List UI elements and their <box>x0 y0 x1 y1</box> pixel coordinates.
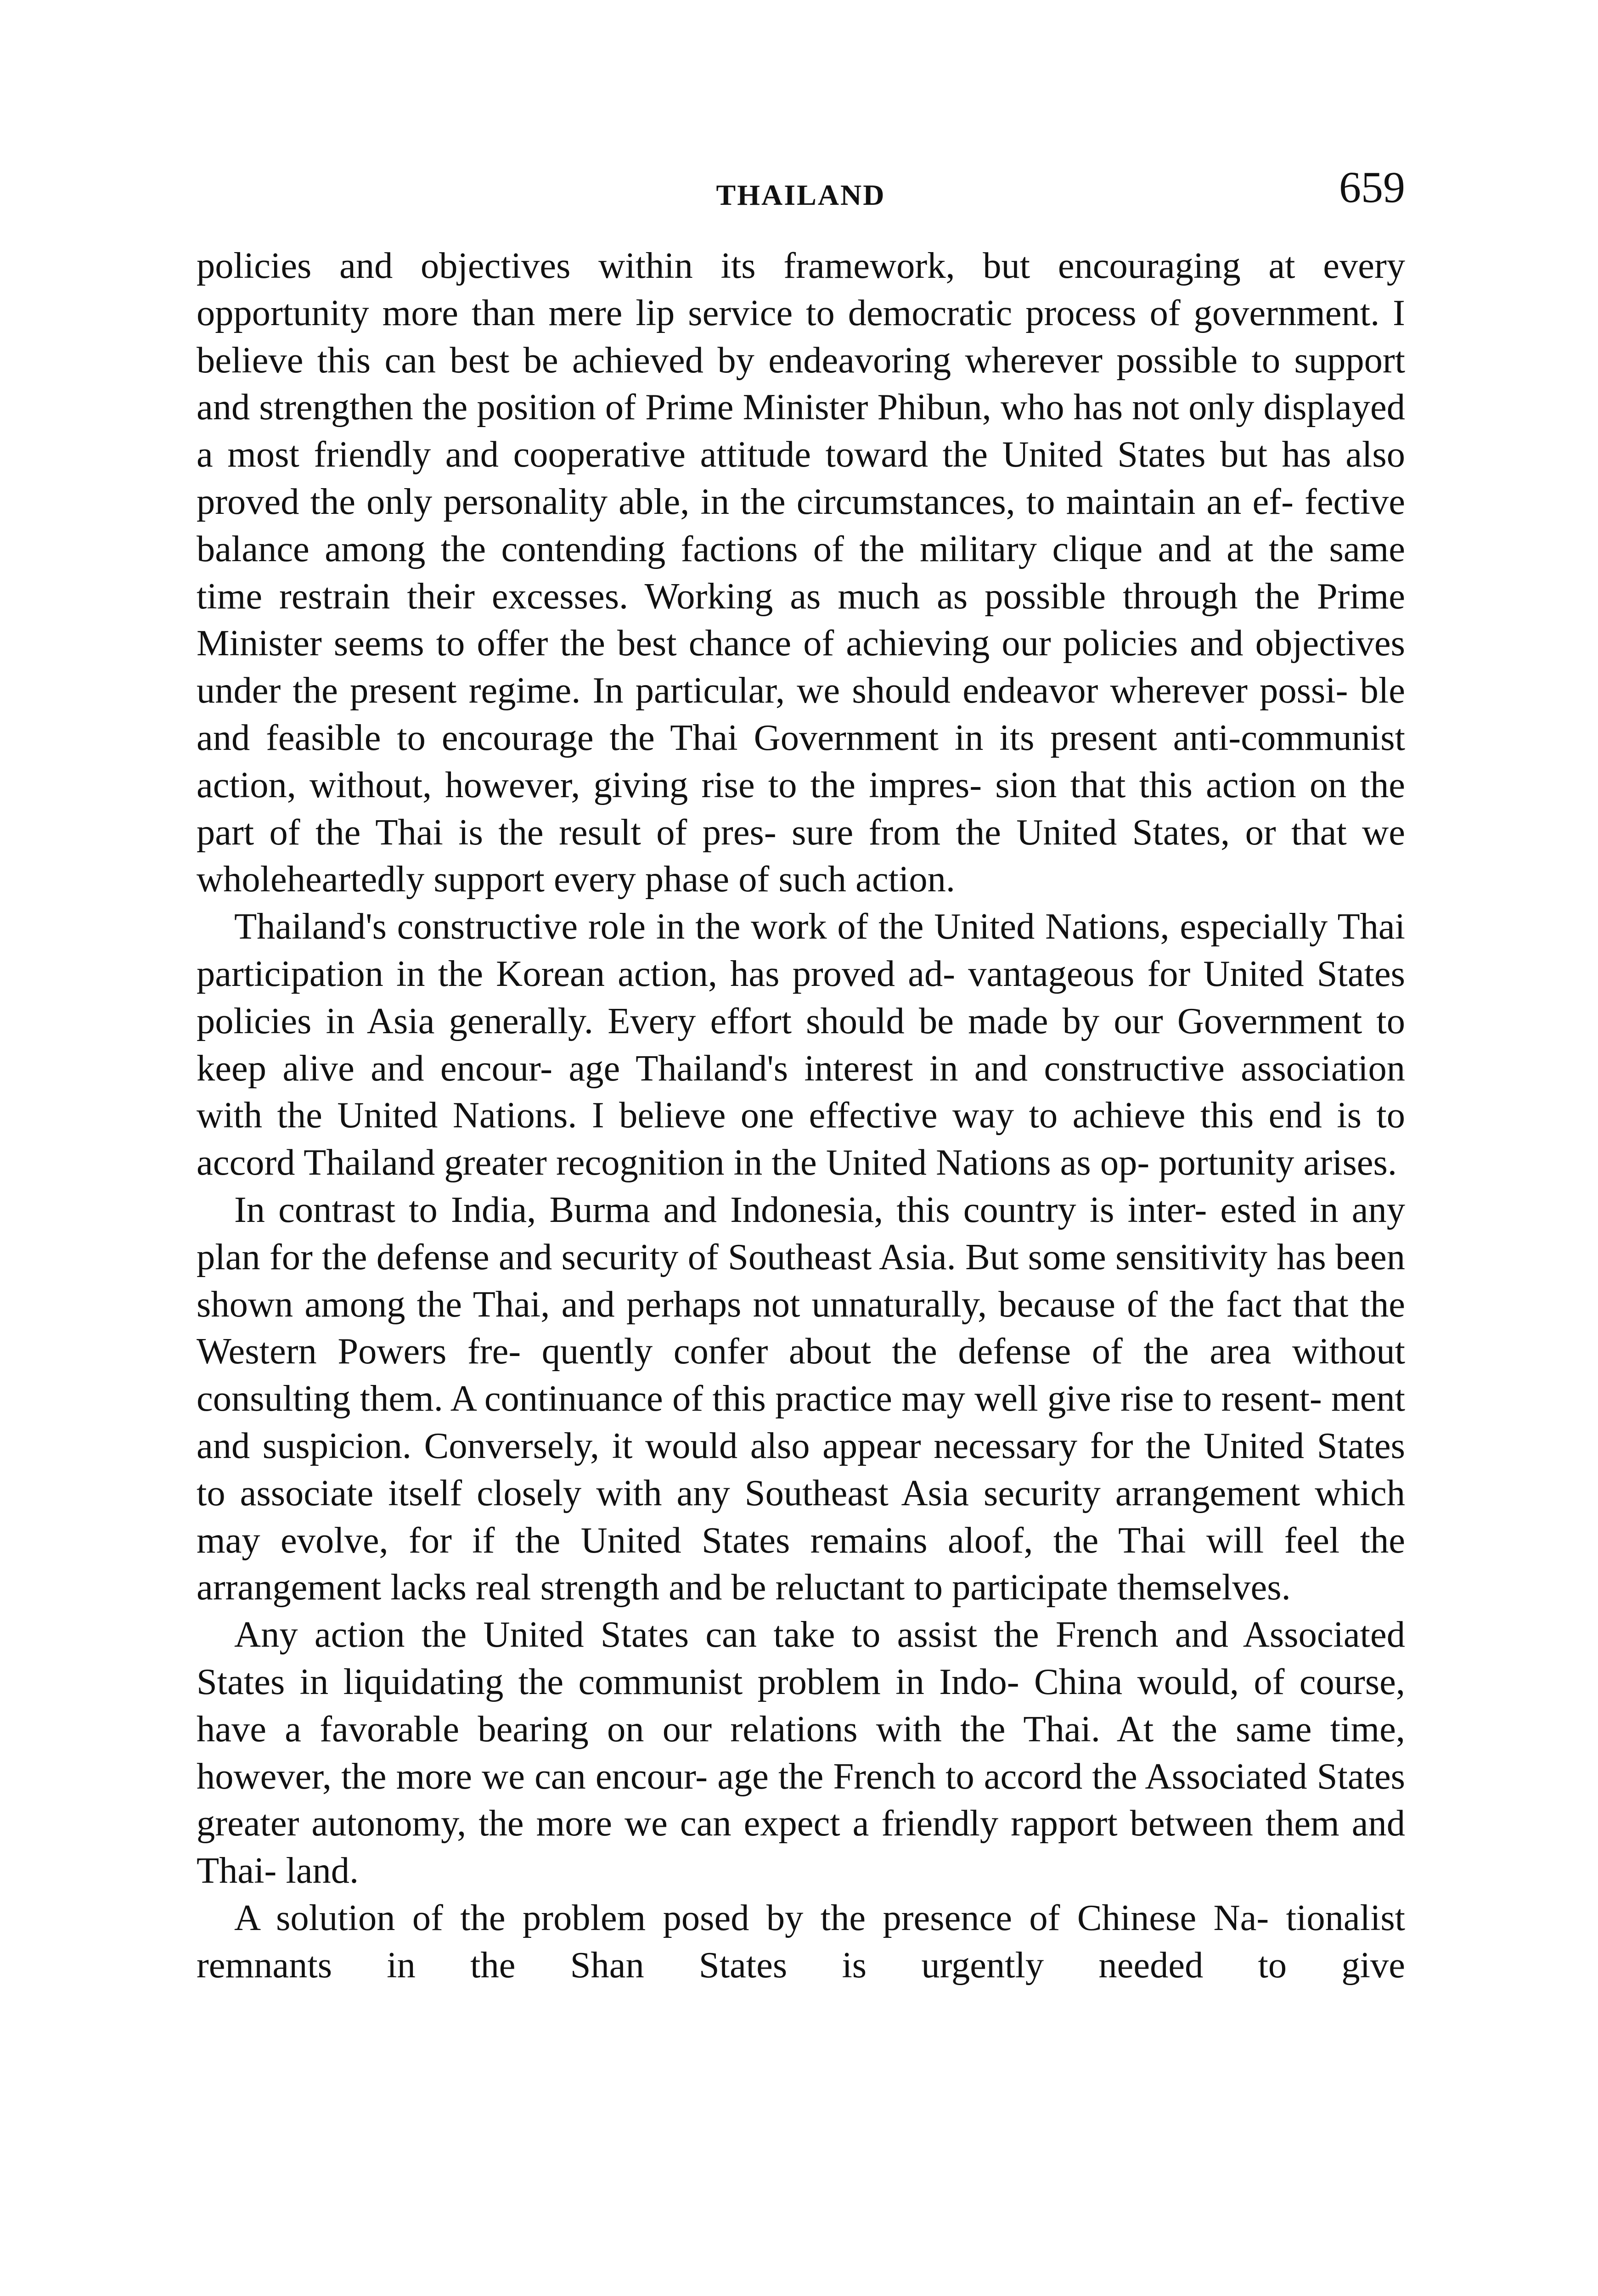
text-line: best chance of achieving our policies and objectives under the <box>197 623 1405 711</box>
text-line: the United States to associate itself closely with any Southeast <box>197 1425 1405 1514</box>
text-line: much as possible through the Prime Minister seems to offer the <box>197 575 1406 664</box>
text-line: especially Thai participation in the Korean action, has proved ad- <box>197 906 1406 994</box>
body-text <box>197 242 1405 1989</box>
text-line: Minister Phibun, who has not only displayed a most friendly and <box>197 387 1405 475</box>
text-line: Thailand's constructive role in the work of the United Nations, <box>234 906 1170 947</box>
text-line: accord Thailand greater recognition in the United Nations as op- <box>197 1142 1150 1183</box>
text-line: the more we can expect a friendly rapport between them and Thai- <box>197 1803 1405 1891</box>
text-line: ested in any plan for the defense and security of Southeast Asia. <box>197 1189 1406 1277</box>
page-number: 659 <box>1339 163 1405 212</box>
text-line: portunity arises. <box>1159 1142 1397 1183</box>
text-line: anti-communist action, without, however, giving rise to the impres- <box>197 717 1405 805</box>
text-line: ble and feasible to encourage the Thai Government in its present <box>197 670 1405 758</box>
text-line: them. A continuance of this practice may well give rise to resent- <box>360 1378 1322 1419</box>
text-line: cooperative attitude toward the United States but has also proved <box>197 434 1406 522</box>
text-line: vantageous for United States policies in Asia generally. Every <box>197 953 1405 1041</box>
running-head <box>197 165 1405 220</box>
text-line: sion that this action on the part of the Thai is the result of pres- <box>197 764 1405 853</box>
text-line: United Nations. I believe one effective way to achieve this end is to <box>337 1095 1405 1136</box>
running-title: THAILAND <box>716 179 886 211</box>
text-line: fective balance among the contending factions of the military <box>197 481 1405 569</box>
text-line: A solution of the problem posed by the presence of Chinese Na- <box>234 1897 1269 1938</box>
text-line: age the French to accord the Associated States greater autonomy, <box>197 1756 1406 1844</box>
text-line: every phase of such action. <box>553 859 955 900</box>
text-line: every opportunity more than mere lip service to democratic process <box>197 245 1406 333</box>
text-line: Associated States in liquidating the communist problem in Indo- <box>197 1614 1405 1702</box>
text-line: effort should be made by our Government to keep alive and encour- <box>197 1000 1406 1089</box>
text-line: strength and be reluctant to participate themselves. <box>540 1567 1291 1608</box>
text-line: land. <box>286 1850 359 1891</box>
text-line: In contrast to India, Burma and Indonesia, this country is inter- <box>234 1189 1207 1230</box>
paragraph-5 <box>197 1895 1405 1989</box>
paragraph-1 <box>197 242 1405 903</box>
paragraph-3 <box>197 1187 1405 1611</box>
text-line: age Thailand's interest in and constructive association with the <box>197 1047 1405 1136</box>
text-line: present regime. In particular, we should endeavor wherever possi- <box>350 670 1348 711</box>
paragraph-2 <box>197 903 1405 1187</box>
text-line: ment and suspicion. Conversely, it would also appear necessary for <box>197 1378 1405 1466</box>
text-line: wherever possible to support and strengthen the position of Prime <box>197 339 1405 428</box>
text-line: not unnaturally, because of the fact that the Western Powers fre- <box>197 1283 1405 1372</box>
text-line: States remains aloof, the Thai will feel the arrangement lacks real <box>197 1519 1406 1608</box>
text-line: But some sensitivity has been shown among the Thai, and perhaps <box>197 1236 1406 1325</box>
text-line: with the Thai. At the same time, however, the more we can encour- <box>197 1708 1405 1797</box>
text-line: policies and objectives within its framework, but encouraging at <box>197 245 1295 286</box>
text-line: Asia security arrangement which may evolve, for if the United <box>197 1472 1405 1561</box>
text-line: the only personality able, in the circumstances, to maintain an ef- <box>310 481 1294 522</box>
text-line: Any action the United States can take to assist the French and <box>234 1614 1228 1655</box>
text-line: China would, of course, have a favorable bearing on our relations <box>197 1661 1406 1750</box>
text-line: quently confer about the defense of the area without consulting <box>197 1331 1405 1419</box>
text-line: tionalist remnants in the Shan States is urgently needed to give <box>197 1897 1406 1986</box>
paragraph-4 <box>197 1611 1405 1895</box>
text-line: of government. I believe this can best be achieved by endeavoring <box>197 292 1405 381</box>
text-line: sure from the United States, or that we wholeheartedly support <box>197 811 1405 900</box>
text-line: clique and at the same time restrain their excesses. Working as <box>197 528 1406 617</box>
